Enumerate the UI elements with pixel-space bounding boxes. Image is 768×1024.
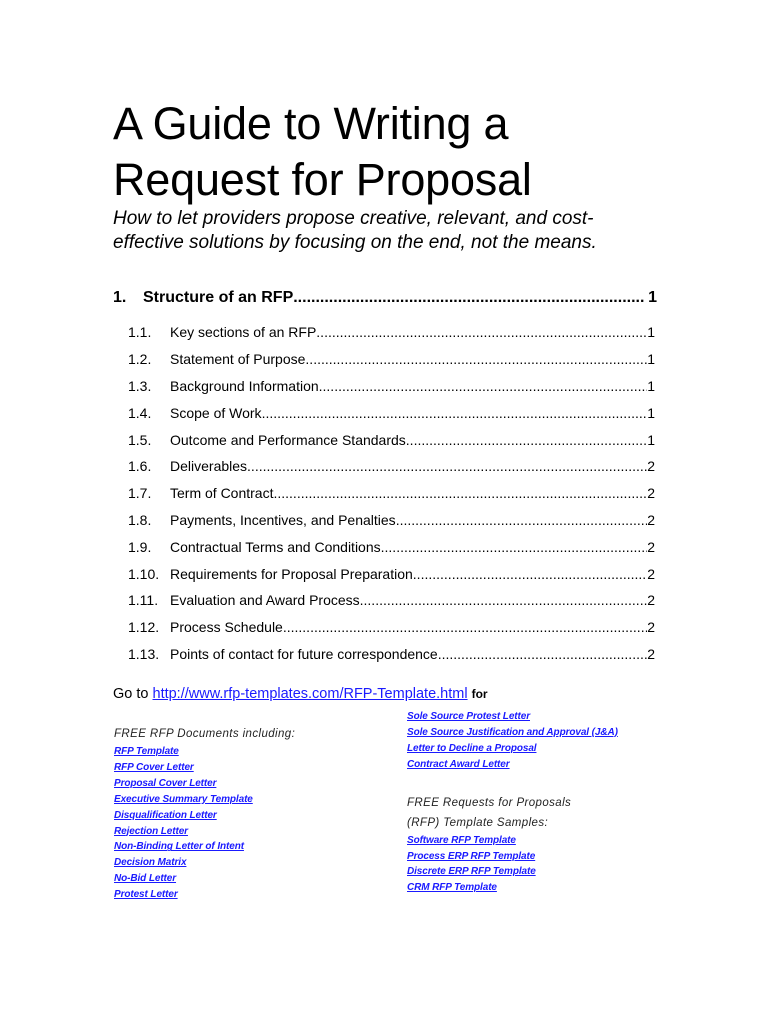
toc-entry-number: 1.6. xyxy=(128,458,152,475)
template-link[interactable]: Non-Binding Letter of Intent xyxy=(114,841,244,853)
toc-entry[interactable] xyxy=(128,480,655,507)
toc-entry-page: 1 xyxy=(647,431,655,448)
toc-main-page: 1 xyxy=(648,289,657,306)
toc-list xyxy=(128,319,655,667)
toc-entry-label: Requirements for Proposal Preparation xyxy=(170,565,413,582)
toc-entry-page: 1 xyxy=(647,404,655,421)
toc-entry-label: Term of Contract xyxy=(170,485,274,502)
document-title xyxy=(113,96,713,208)
toc-leader-dots xyxy=(247,458,647,474)
toc-entry-page: 1 xyxy=(647,351,655,368)
goto-suffix: for xyxy=(471,687,488,701)
toc-entry-number: 1.8. xyxy=(128,511,152,528)
toc-entry-label: Evaluation and Award Process xyxy=(170,592,360,609)
title-line-1: A Guide to Writing a xyxy=(113,98,509,149)
toc-leader-dots xyxy=(406,432,647,448)
document-subtitle xyxy=(113,207,673,255)
toc-entry-number: 1.7. xyxy=(128,485,152,502)
toc-entry-page: 2 xyxy=(647,592,655,609)
right-heading-line-1: FREE Requests for Proposals xyxy=(407,796,572,809)
toc-entry-page: 2 xyxy=(647,619,655,636)
template-link[interactable]: Disqualification Letter xyxy=(114,809,217,821)
right-template-samples xyxy=(407,793,618,897)
toc-entry-label: Scope of Work xyxy=(170,404,262,421)
toc-entry[interactable] xyxy=(128,319,655,346)
toc-entry-number: 1.4. xyxy=(128,404,152,421)
toc-entry[interactable] xyxy=(128,507,655,534)
toc-leader-dots xyxy=(413,566,647,582)
right-links-top xyxy=(407,709,618,773)
toc-entry-page: 2 xyxy=(647,538,655,555)
toc-entry-label: Statement of Purpose xyxy=(170,351,306,368)
toc-entry-number: 1.5. xyxy=(128,431,152,448)
toc-leader-dots xyxy=(262,405,648,421)
toc-entry-label: Key sections of an RFP xyxy=(170,324,317,341)
toc-entry[interactable] xyxy=(128,346,655,373)
toc-entry-label: Points of contact for future correspondence xyxy=(170,645,438,662)
template-link[interactable]: Contract Award Letter xyxy=(407,758,510,770)
toc-entry-label: Background Information xyxy=(170,377,319,394)
rfp-templates-link[interactable]: http://www.rfp-templates.com/RFP-Template.html xyxy=(152,686,468,702)
toc-leader-dots xyxy=(319,378,648,394)
goto-prefix: Go to xyxy=(113,686,149,702)
template-link[interactable]: Discrete ERP RFP Template xyxy=(407,866,536,878)
toc-leader-dots xyxy=(293,289,644,307)
toc-leader-dots xyxy=(438,646,647,662)
template-link[interactable]: Software RFP Template xyxy=(407,834,516,846)
left-column-heading: FREE RFP Documents including: xyxy=(114,728,296,740)
template-link[interactable]: CRM RFP Template xyxy=(407,882,497,894)
toc-entry-number: 1.13. xyxy=(128,645,160,662)
template-link[interactable]: RFP Template xyxy=(114,746,179,757)
toc-entry[interactable] xyxy=(128,373,655,400)
toc-leader-dots xyxy=(273,485,647,501)
toc-entry-label: Payments, Incentives, and Penalties xyxy=(170,511,396,528)
toc-main-label: Structure of an RFP xyxy=(143,289,294,306)
toc-main-entry[interactable] xyxy=(113,289,657,307)
toc-leader-dots xyxy=(360,592,648,608)
toc-entry-page: 2 xyxy=(647,458,655,475)
subtitle-line-2: effective solutions by focusing on the end, not the means. xyxy=(113,232,597,253)
toc-entry[interactable] xyxy=(128,641,655,668)
template-link[interactable]: Decision Matrix xyxy=(114,857,187,869)
template-link[interactable]: Sole Source Justification and Approval (J&A) xyxy=(407,726,618,738)
toc-entry[interactable] xyxy=(128,453,655,480)
toc-entry-number: 1.9. xyxy=(128,538,152,555)
toc-entry-number: 1.2. xyxy=(128,351,152,368)
toc-main-number: 1. xyxy=(113,289,127,306)
template-link[interactable]: Sole Source Protest Letter xyxy=(407,711,530,722)
toc-entry[interactable] xyxy=(128,399,655,426)
toc-entry[interactable] xyxy=(128,533,655,560)
template-link[interactable]: Rejection Letter xyxy=(114,825,188,837)
toc-entry-page: 2 xyxy=(647,565,655,582)
toc-entry-number: 1.10. xyxy=(128,565,160,582)
right-link-column xyxy=(407,709,618,896)
template-link[interactable]: Letter to Decline a Proposal xyxy=(407,742,537,754)
template-link[interactable]: Proposal Cover Letter xyxy=(114,777,217,789)
template-link[interactable]: Process ERP RFP Template xyxy=(407,850,536,862)
toc-entry-number: 1.11. xyxy=(128,592,159,609)
toc-entry-page: 2 xyxy=(647,485,655,502)
template-link[interactable]: RFP Cover Letter xyxy=(114,761,194,773)
toc-entry-page: 2 xyxy=(647,511,655,528)
toc-leader-dots xyxy=(305,351,647,367)
toc-entry-number: 1.1. xyxy=(128,324,152,341)
toc-entry-page: 1 xyxy=(647,377,655,394)
toc-entry-label: Contractual Terms and Conditions xyxy=(170,538,381,555)
toc-entry-label: Process Schedule xyxy=(170,619,283,636)
right-heading-line-2: (RFP) Template Samples: xyxy=(407,816,549,829)
toc-leader-dots xyxy=(396,512,648,528)
toc-leader-dots xyxy=(316,324,647,340)
toc-entry[interactable] xyxy=(128,587,655,614)
template-link[interactable]: No-Bid Letter xyxy=(114,873,177,885)
toc-entry[interactable] xyxy=(128,614,655,641)
toc-entry-page: 1 xyxy=(647,324,655,341)
toc-entry-page: 2 xyxy=(647,645,655,662)
toc-leader-dots xyxy=(381,539,648,555)
toc-entry[interactable] xyxy=(128,560,655,587)
toc-leader-dots xyxy=(283,619,647,635)
template-link[interactable]: Protest Letter xyxy=(114,889,178,901)
toc-entry[interactable] xyxy=(128,426,655,453)
toc-entry-label: Outcome and Performance Standards xyxy=(170,431,406,448)
right-links-bottom xyxy=(407,833,618,897)
toc-entry-number: 1.12. xyxy=(128,619,160,636)
toc-entry-label: Deliverables xyxy=(170,458,248,475)
goto-line xyxy=(113,686,488,702)
left-link-column xyxy=(114,726,295,903)
title-line-2: Request for Proposal xyxy=(113,154,532,205)
template-link[interactable]: Executive Summary Template xyxy=(114,793,253,805)
toc-entry-number: 1.3. xyxy=(128,377,152,394)
subtitle-line-1: How to let providers propose creative, relevant, and cost- xyxy=(113,208,594,229)
